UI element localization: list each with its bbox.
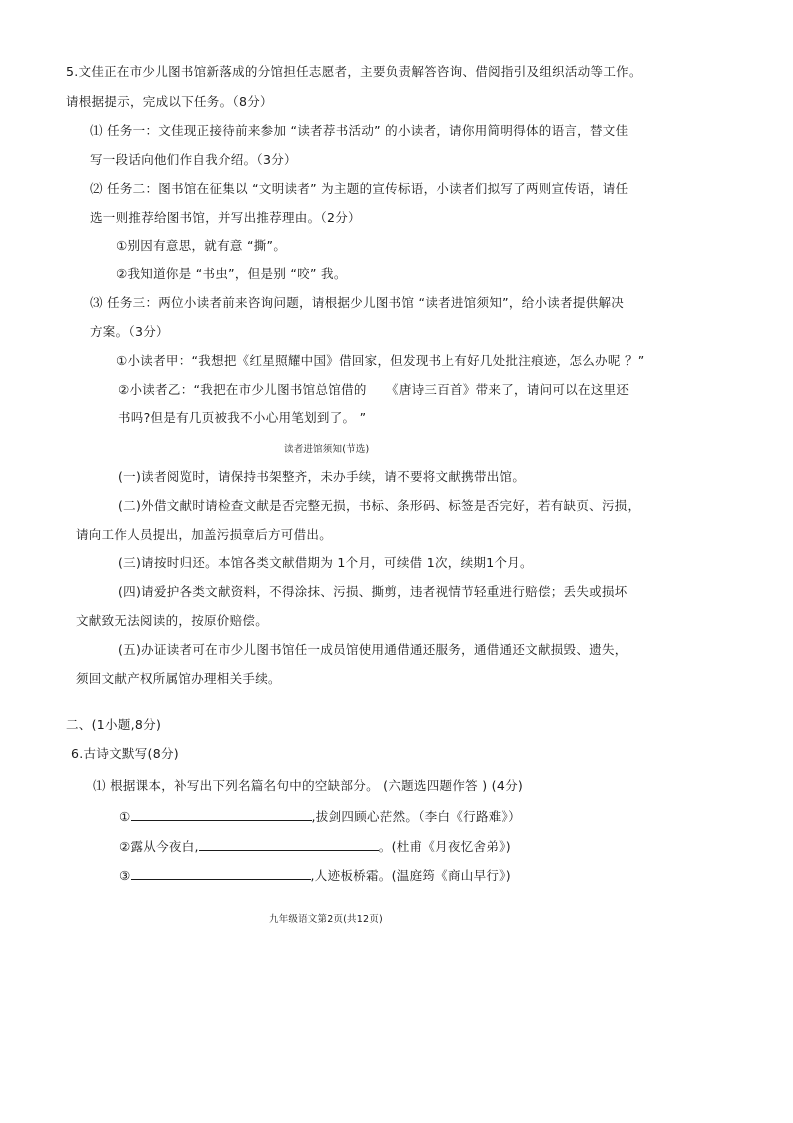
poem-item-2-suffix: 。(杜甫《月夜忆舍弟》): [378, 839, 511, 854]
task2-line1: ⑵ 任务二：图书馆在征集以 “文明读者” 为主题的宣传标语，小读者们拟写了两则宣传语，请任: [90, 181, 629, 196]
poem-blank-2[interactable]: [199, 838, 379, 851]
notice-rule-5-line2: 须回文献产权所属馆办理相关手续。: [76, 671, 281, 686]
task3-line2: 方案。（3分）: [90, 324, 169, 339]
page-footer: 九年级语文第2页(共12页): [269, 914, 383, 925]
task1-line2: 写一段话向他们作自我介绍。（3分）: [90, 152, 297, 167]
task2-line2: 选一则推荐给图书馆，并写出推荐理由。（2分）: [90, 210, 361, 225]
notice-rule-2-line1: (二)外借文献时请检查文献是否完整无损，书标、条形码、标签是否完好，若有缺页、污损，: [118, 498, 641, 513]
q6-subquestion-1: ⑴ 根据课本，补写出下列名篇名句中的空缺部分。 (六题选四题作答 ) (4分): [93, 778, 524, 793]
q5-stem-line1: 5.文佳正在市少儿图书馆新落成的分馆担任志愿者，主要负责解答咨询、借阅指引及组织活动等工作。: [66, 64, 642, 79]
section-2-heading: 二、(1小题,8分): [66, 717, 162, 732]
reader-a: ①小读者甲：“我想把《红星照耀中国》借回家，但发现书上有好几处批注痕迹，怎么办呢 ？”: [116, 353, 645, 368]
poem-item-2-prefix: ②露从今夜白,: [119, 839, 199, 854]
q5-stem-line2: 请根据提示，完成以下任务。（8分）: [66, 94, 273, 109]
notice-rule-2-line2: 请向工作人员提出，加盖污损章后方可借出。: [76, 527, 333, 542]
poem-item-1-suffix: ,拔剑四顾心茫然。（李白《行路难》）: [311, 809, 521, 824]
task3-line1: ⑶ 任务三：两位小读者前来咨询问题，请根据少儿图书馆 “读者进馆须知”，给小读者提供解决: [90, 295, 625, 310]
poem-item-3-prefix: ③: [119, 868, 131, 883]
notice-title: 读者进馆须知(节选): [284, 444, 370, 455]
task1-line1: ⑴ 任务一：文佳现正接待前来参加 “读者荐书活动” 的小读者，请你用简明得体的语言，替文佳: [90, 123, 629, 138]
slogan-2: ②我知道你是 “书虫”，但是别 “咬” 我。: [116, 266, 347, 281]
notice-rule-4-line2: 文献致无法阅读的，按原价赔偿。: [76, 613, 269, 628]
notice-rule-4-line1: (四)请爱护各类文献资料，不得涂抹、污损、撕剪，违者视情节轻重进行赔偿；丢失或损坏: [118, 584, 628, 599]
poem-item-1-prefix: ①: [119, 809, 131, 824]
q6-title: 6.古诗文默写(8分): [71, 746, 179, 761]
notice-rule-5-line1: (五)办证读者可在市少儿图书馆任一成员馆使用通借通还服务，通借通还文献损毁、遗失，: [118, 642, 628, 657]
poem-item-1: [119, 808, 521, 825]
poem-item-2: [119, 838, 511, 855]
poem-item-3: [119, 867, 511, 884]
reader-b-line1: ②小读者乙：“我把在市少儿图书馆总馆借的 《唐诗三百首》带来了，请问可以在这里还: [118, 382, 630, 397]
poem-blank-3[interactable]: [131, 867, 311, 880]
reader-b-line2: 书吗?但是有几页被我不小心用笔划到了。 ”: [118, 410, 367, 425]
notice-rule-3: (三)请按时归还。本馆各类文献借期为 1个月，可续借 1次，续期1个月。: [118, 555, 533, 570]
notice-rule-1: (一)读者阅览时，请保持书架整齐，未办手续，请不要将文献携带出馆。: [118, 469, 526, 484]
poem-blank-1[interactable]: [131, 808, 312, 821]
poem-item-3-suffix: ,人迹板桥霜。(温庭筠《商山早行》): [310, 868, 511, 883]
slogan-1: ①别因有意思，就有意 “撕”。: [116, 238, 287, 253]
